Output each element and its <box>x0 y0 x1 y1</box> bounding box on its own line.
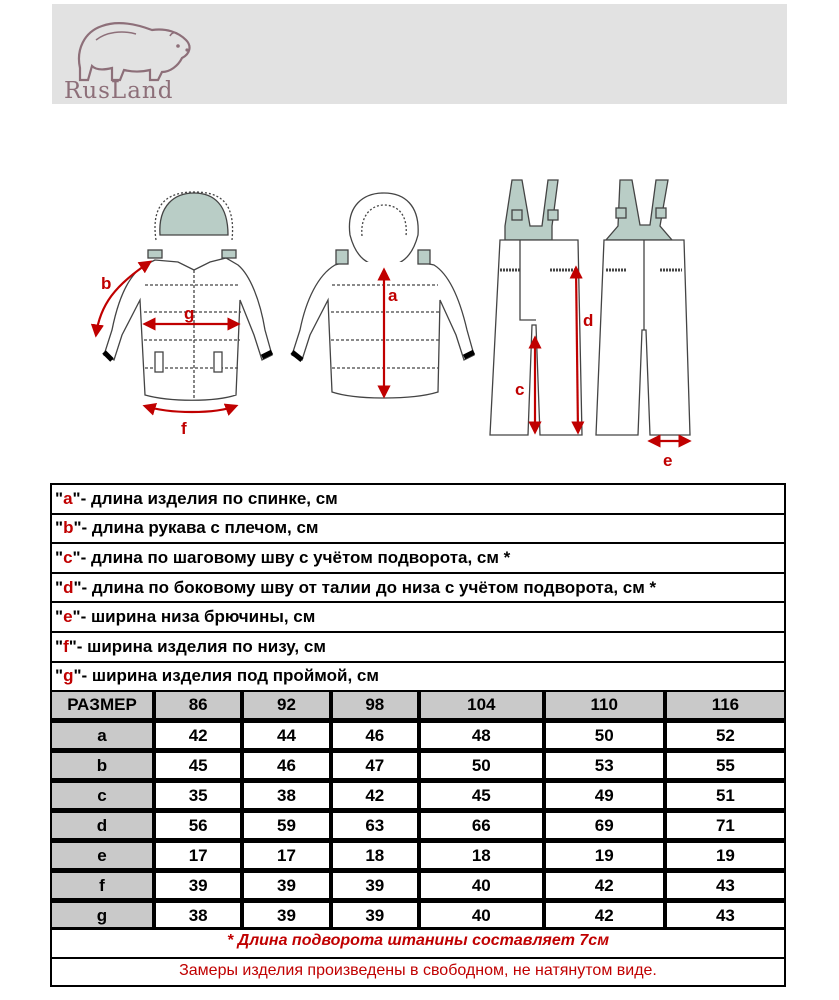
size-cell: 39 <box>331 900 419 930</box>
size-row-b <box>50 750 786 780</box>
size-cell: 42 <box>544 900 665 930</box>
legend-text: - ширина изделия по низу, см <box>76 636 326 656</box>
size-cell: 39 <box>154 870 242 900</box>
overalls-back-drawing <box>596 180 690 435</box>
label-b: b <box>101 274 112 293</box>
size-cell: 18 <box>331 840 419 870</box>
size-cell: 71 <box>665 810 786 840</box>
legend-text: - ширина низа брючины, см <box>80 607 316 627</box>
size-cell: 43 <box>665 870 786 900</box>
row-label: d <box>50 810 154 840</box>
legend-row-c: " c " - длина по шаговому шву с учётом подворота, см * <box>52 544 784 574</box>
legend-row-a: " a " - длина изделия по спинке, см <box>52 485 784 515</box>
size-cell: 19 <box>665 840 786 870</box>
legend-row-b: " b " - длина рукава с плечом, см <box>52 515 784 545</box>
label-a: a <box>388 286 398 305</box>
brand-name: RusLand <box>64 78 174 104</box>
size-row-e <box>50 840 786 870</box>
legend-key: a <box>63 488 73 508</box>
row-label: e <box>50 840 154 870</box>
row-label: g <box>50 900 154 930</box>
size-table <box>50 690 786 930</box>
size-column-header: 98 <box>331 690 419 720</box>
label-g: g <box>184 304 195 323</box>
label-c: c <box>515 380 525 399</box>
size-cell: 50 <box>419 750 544 780</box>
size-cell: 45 <box>154 750 242 780</box>
size-cell: 17 <box>154 840 242 870</box>
label-f: f <box>181 419 187 438</box>
legend-row-d: " d " - длина по боковому шву от талии до низа с учётом подворота, см * <box>52 574 784 604</box>
size-cell: 56 <box>154 810 242 840</box>
measure-note: Замеры изделия произведены в свободном, не натянутом виде. <box>179 962 657 979</box>
row-label: b <box>50 750 154 780</box>
size-cell: 40 <box>419 900 544 930</box>
size-cell: 50 <box>544 720 665 750</box>
size-cell: 38 <box>154 900 242 930</box>
size-row-g <box>50 900 786 930</box>
legend-row-g: " g " - ширина изделия под проймой, см <box>52 663 784 693</box>
size-row-f <box>50 870 786 900</box>
notes-box <box>50 927 786 987</box>
size-cell: 42 <box>544 870 665 900</box>
size-header-row <box>50 690 786 720</box>
size-cell: 45 <box>419 780 544 810</box>
size-column-header: 110 <box>544 690 665 720</box>
size-cell: 39 <box>331 870 419 900</box>
row-label: f <box>50 870 154 900</box>
legend-text: - длина по боковому шву от талии до низа с учётом подворота, см * <box>81 577 657 597</box>
size-cell: 52 <box>665 720 786 750</box>
size-cell: 69 <box>544 810 665 840</box>
legend-key: b <box>63 518 74 538</box>
size-cell: 40 <box>419 870 544 900</box>
size-cell: 55 <box>665 750 786 780</box>
legend-row-e: " e " - ширина низа брючины, см <box>52 603 784 633</box>
size-cell: 18 <box>419 840 544 870</box>
size-cell: 53 <box>544 750 665 780</box>
hem-note: * Длина подворота штанины составляет 7см <box>226 932 610 949</box>
legend-text: - длина изделия по спинке, см <box>80 488 338 508</box>
size-cell: 39 <box>242 900 330 930</box>
row-label: a <box>50 720 154 750</box>
jacket-front-drawing <box>104 192 272 400</box>
size-cell: 46 <box>242 750 330 780</box>
size-cell: 43 <box>665 900 786 930</box>
size-cell: 46 <box>331 720 419 750</box>
size-cell: 17 <box>242 840 330 870</box>
label-e: e <box>663 451 673 470</box>
size-cell: 42 <box>154 720 242 750</box>
brand-header <box>52 4 787 104</box>
legend-key: c <box>63 547 73 567</box>
size-cell: 47 <box>331 750 419 780</box>
legend-key: e <box>63 607 73 627</box>
legend-text: - длина по шаговому шву с учётом подворота, см * <box>80 547 511 567</box>
size-row-c <box>50 780 786 810</box>
polar-bear-icon <box>66 10 196 82</box>
size-row-a <box>50 720 786 750</box>
size-header-label: РАЗМЕР <box>50 690 154 720</box>
measurement-legend <box>50 483 786 692</box>
legend-key: f <box>63 636 69 656</box>
size-cell: 38 <box>242 780 330 810</box>
label-d: d <box>583 311 594 330</box>
size-column-header: 86 <box>154 690 242 720</box>
size-cell: 44 <box>242 720 330 750</box>
size-cell: 66 <box>419 810 544 840</box>
garment-diagram <box>0 160 839 480</box>
size-cell: 49 <box>544 780 665 810</box>
size-cell: 42 <box>331 780 419 810</box>
size-cell: 39 <box>242 870 330 900</box>
size-cell: 63 <box>331 810 419 840</box>
size-row-d <box>50 810 786 840</box>
legend-text: - ширина изделия под проймой, см <box>81 666 379 686</box>
size-column-header: 92 <box>242 690 330 720</box>
size-cell: 19 <box>544 840 665 870</box>
legend-row-f: " f " - ширина изделия по низу, см <box>52 633 784 663</box>
size-cell: 59 <box>242 810 330 840</box>
row-label: c <box>50 780 154 810</box>
size-cell: 48 <box>419 720 544 750</box>
size-cell: 35 <box>154 780 242 810</box>
legend-key: g <box>63 666 74 686</box>
legend-key: d <box>63 577 74 597</box>
size-cell: 51 <box>665 780 786 810</box>
size-column-header: 104 <box>419 690 544 720</box>
legend-text: - длина рукава с плечом, см <box>81 518 319 538</box>
note-divider <box>52 957 784 959</box>
size-column-header: 116 <box>665 690 786 720</box>
